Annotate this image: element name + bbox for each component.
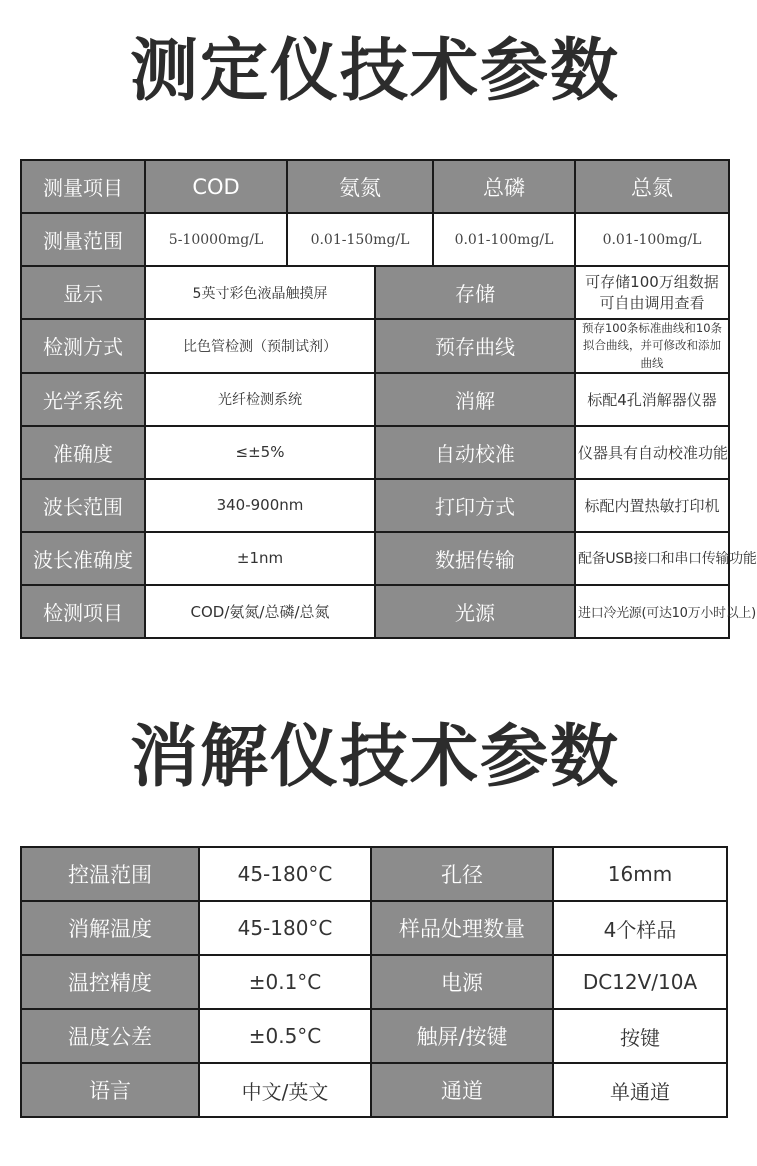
range-value: 0.01-150mg/L xyxy=(287,213,433,266)
row-header: 语言 xyxy=(21,1063,199,1117)
cell-value: 中文/英文 xyxy=(199,1063,371,1117)
row-header: 控温范围 xyxy=(21,847,199,901)
cell-value: 340-900nm xyxy=(145,479,375,532)
row-header: 存储 xyxy=(375,266,575,319)
row-header: 自动校准 xyxy=(375,426,575,479)
cell-line: 拟合曲线，并可修改和添加曲线 xyxy=(583,338,721,370)
row-header: 温度公差 xyxy=(21,1009,199,1063)
table-row xyxy=(21,532,729,585)
range-value: 0.01-100mg/L xyxy=(575,213,729,266)
item-phosphorus-header: 总磷 xyxy=(433,160,575,213)
cell-value: 4个样品 xyxy=(553,901,727,955)
row-header: 电源 xyxy=(371,955,553,1009)
table-row xyxy=(21,373,729,426)
item-cod-header: COD xyxy=(145,160,287,213)
cell-line: 可自由调用查看 xyxy=(599,293,705,312)
section-title-meter: 测定仪技术参数 xyxy=(129,32,620,111)
range-value: 0.01-100mg/L xyxy=(433,213,575,266)
range-value: 5-10000mg/L xyxy=(145,213,287,266)
cell-value: COD/氨氮/总磷/总氮 xyxy=(145,585,375,638)
row-header: 温控精度 xyxy=(21,955,199,1009)
table-row xyxy=(21,426,729,479)
table-row xyxy=(21,955,727,1009)
section-title-digester: 消解仪技术参数 xyxy=(129,718,620,797)
cell-value: ±0.5°C xyxy=(199,1009,371,1063)
row-header: 测量范围 xyxy=(21,213,145,266)
table-row xyxy=(21,160,729,213)
cell-value xyxy=(575,319,729,373)
row-header: 检测方式 xyxy=(21,319,145,373)
row-header: 准确度 xyxy=(21,426,145,479)
row-header: 样品处理数量 xyxy=(371,901,553,955)
table-row xyxy=(21,901,727,955)
cell-value: 仪器具有自动校准功能 xyxy=(575,426,729,479)
item-nitrogen-header: 总氮 xyxy=(575,160,729,213)
table-row xyxy=(21,213,729,266)
cell-value xyxy=(575,266,729,319)
row-header: 消解 xyxy=(375,373,575,426)
row-header: 波长范围 xyxy=(21,479,145,532)
table-row xyxy=(21,1009,727,1063)
row-header: 测量项目 xyxy=(21,160,145,213)
cell-value: 光纤检测系统 xyxy=(145,373,375,426)
row-header: 消解温度 xyxy=(21,901,199,955)
cell-line: 预存100条标准曲线和10条 xyxy=(581,321,723,335)
cell-value: 配备USB接口和串口传输功能 xyxy=(575,532,729,585)
row-header: 触屏/按键 xyxy=(371,1009,553,1063)
cell-value: 按键 xyxy=(553,1009,727,1063)
item-ammonia-header: 氨氮 xyxy=(287,160,433,213)
row-header: 光学系统 xyxy=(21,373,145,426)
cell-value: 标配4孔消解器仪器 xyxy=(575,373,729,426)
table-row xyxy=(21,847,727,901)
table-row xyxy=(21,266,729,319)
row-header: 数据传输 xyxy=(375,532,575,585)
cell-value: ±1nm xyxy=(145,532,375,585)
table-row xyxy=(21,319,729,373)
table-row xyxy=(21,1063,727,1117)
digester-spec-table xyxy=(20,846,728,1118)
cell-value: 5英寸彩色液晶触摸屏 xyxy=(145,266,375,319)
row-header: 通道 xyxy=(371,1063,553,1117)
cell-value: ≤±5% xyxy=(145,426,375,479)
cell-line: 可存储100万组数据 xyxy=(585,272,719,291)
cell-value: 45-180°C xyxy=(199,901,371,955)
cell-value: 进口冷光源(可达10万小时以上) xyxy=(575,585,729,638)
row-header: 孔径 xyxy=(371,847,553,901)
cell-value: 比色管检测（预制试剂） xyxy=(145,319,375,373)
cell-value: DC12V/10A xyxy=(553,955,727,1009)
cell-value: 单通道 xyxy=(553,1063,727,1117)
table-row xyxy=(21,585,729,638)
row-header: 显示 xyxy=(21,266,145,319)
cell-value: 45-180°C xyxy=(199,847,371,901)
row-header: 光源 xyxy=(375,585,575,638)
meter-spec-table xyxy=(20,159,757,639)
cell-value: ±0.1°C xyxy=(199,955,371,1009)
row-header: 打印方式 xyxy=(375,479,575,532)
cell-value: 16mm xyxy=(553,847,727,901)
table-row xyxy=(21,479,729,532)
row-header: 预存曲线 xyxy=(375,319,575,373)
cell-value: 标配内置热敏打印机 xyxy=(575,479,729,532)
row-header: 检测项目 xyxy=(21,585,145,638)
row-header: 波长准确度 xyxy=(21,532,145,585)
